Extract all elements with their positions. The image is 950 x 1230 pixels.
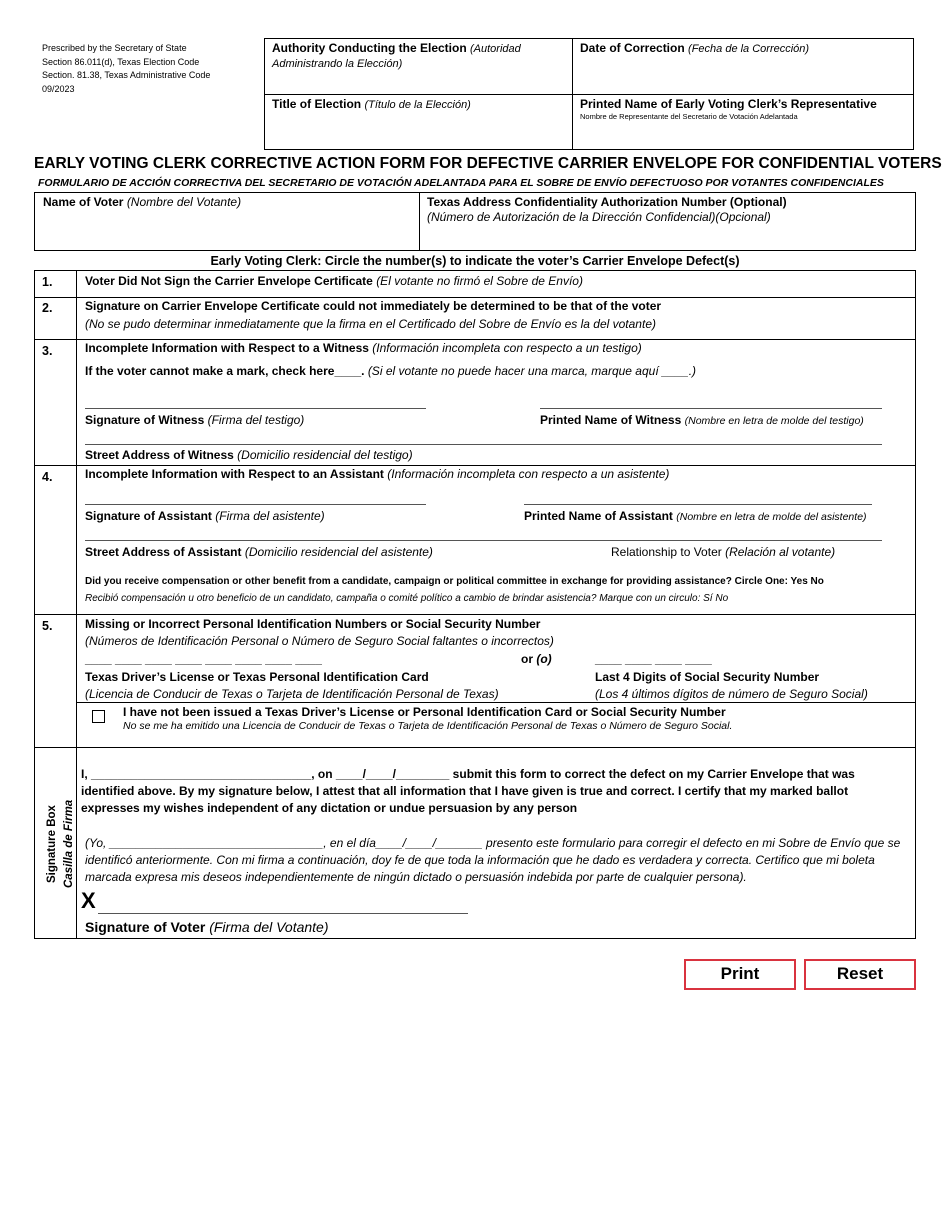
authority-field[interactable]	[272, 41, 567, 71]
voter-name-label: Name of Voter	[43, 195, 124, 209]
voter-signature-caption	[85, 919, 329, 936]
or-separator	[521, 652, 552, 667]
no-id-checkbox[interactable]	[92, 710, 105, 723]
defect-3-label: Incomplete Information with Respect to a Witness	[85, 341, 369, 355]
witness-printed-label: Printed Name of Witness	[540, 413, 682, 427]
title-label-es: (Título de la Elección)	[364, 99, 471, 111]
ssn-digit-blanks[interactable]: ____ ____ ____ ____	[595, 652, 712, 666]
defect-3-label-es: (Información incompleta con respecto a un testigo)	[372, 341, 642, 355]
prescribed-line: Section. 81.38, Texas Administrative Code	[42, 70, 211, 80]
voter-name-field[interactable]	[43, 195, 413, 210]
no-id-label-es: No se me ha emitido una Licencia de Conducir de Texas o Tarjeta de Identificación Personal de Texas o Número de Seguro Social.	[123, 720, 733, 732]
relationship-label-es: (Relación al votante)	[725, 545, 836, 559]
defect-1-text	[85, 274, 910, 289]
signature-box-side-label: Signature Box	[46, 805, 58, 883]
witness-printed-caption	[540, 413, 864, 428]
defect-4-label: Incomplete Information with Respect to an Assistant	[85, 467, 384, 481]
dl-label-es: (Licencia de Conducir de Texas o Tarjeta de Identificación Personal de Texas)	[85, 687, 499, 701]
prescribed-block	[42, 42, 257, 96]
assistant-address-caption	[85, 545, 433, 560]
voter-signature-line[interactable]	[98, 913, 468, 914]
print-button[interactable]: Print	[684, 959, 796, 990]
ssn-label-es: (Los 4 últimos dígitos de número de Seguro Social)	[595, 687, 868, 701]
compensation-question[interactable]: Did you receive compensation or other benefit from a candidate, campaign or political committee in exchange for providing assistance? Circle One: Yes No	[85, 576, 824, 587]
assistant-printed-label: Printed Name of Assistant	[524, 509, 673, 523]
witness-mark-label-es: (Si el votante no puede hacer una marca, marque aquí ____.)	[367, 364, 697, 378]
page-title: EARLY VOTING CLERK CORRECTIVE ACTION FORM FOR DEFECTIVE CARRIER ENVELOPE FOR CONFIDENTIAL VOTERS	[34, 155, 942, 172]
witness-signature-label: Signature of Witness	[85, 413, 205, 427]
witness-address-label-es: (Domicilio residencial del testigo)	[237, 448, 413, 462]
defect-number-2[interactable]: 2.	[42, 301, 53, 315]
voter-signature-label-es: (Firma del Votante)	[209, 919, 329, 935]
compensation-question-es[interactable]: Recibió compensación u otro beneficio de un candidato, campaña o comité político a cambio de brindar asistencia? Marque con un circulo: Sí No	[85, 593, 729, 604]
assistant-printed-name-line[interactable]	[524, 504, 872, 505]
date-label: Date of Correction	[580, 41, 685, 55]
row-divider	[34, 339, 916, 340]
witness-mark-checkline[interactable]	[85, 364, 910, 379]
page-title-es: FORMULARIO DE ACCIÓN CORRECTIVA DEL SECRETARIO DE VOTACIÓN ADELANTADA PARA EL SOBRE DE ENVÍO DEFECTUOSO POR VOTANTES CONFIDENCIALES	[38, 177, 884, 189]
defect-5-text	[85, 617, 910, 649]
signature-x-mark: X	[81, 888, 96, 913]
row-divider	[34, 747, 916, 748]
ssn-caption	[595, 670, 910, 702]
witness-mark-label: If the voter cannot make a mark, check here____.	[85, 364, 365, 378]
assistant-signature-label: Signature of Assistant	[85, 509, 212, 523]
assistant-signature-line[interactable]	[85, 504, 426, 505]
or-label-es: (o)	[536, 652, 552, 666]
ssn-label: Last 4 Digits of Social Security Number	[595, 670, 820, 684]
witness-signature-caption	[85, 413, 304, 428]
title-label: Title of Election	[272, 97, 362, 111]
tac-label-es: (Número de Autorización de la Dirección Confidencial)(Opcional)	[427, 210, 771, 224]
witness-printed-name-line[interactable]	[540, 408, 882, 409]
clerk-label: Printed Name of Early Voting Clerk’s Representative	[580, 97, 877, 111]
defect-1-label: Voter Did Not Sign the Carrier Envelope Certificate	[85, 274, 373, 288]
voter-attestation-es[interactable]: (Yo, ________________________________, en el día____/____/_______ presento este formulario para corregir el defecto en mi Sobre de Envío que se identificó anteriormente. Con mi firma a continuación, doy fe de que toda la información que he dado es verdadera y correcta. Certifico que mi boleta marcada expresa mis deseos independientemente de ningún dictado o persuasión indebida por parte de cualquier persona).	[85, 836, 901, 884]
clerk-representative-field[interactable]	[580, 97, 912, 122]
witness-signature-label-es: (Firma del testigo)	[207, 413, 305, 427]
defect-2-label-es: (No se pudo determinar inmediatamente que la firma en el Certificado del Sobre de Envío es la del votante)	[85, 317, 656, 331]
row-divider	[34, 465, 916, 466]
clerk-instruction: Early Voting Clerk: Circle the number(s) to indicate the voter’s Carrier Envelope Defect(s)	[210, 254, 740, 268]
header-divider	[264, 94, 914, 95]
defect-5-label-es: (Números de Identificación Personal o Número de Seguro Social faltantes o incorrectos)	[85, 634, 554, 648]
witness-address-label: Street Address of Witness	[85, 448, 234, 462]
authority-label-es: (Autoridad Administrando la Elección)	[272, 43, 521, 70]
assistant-address-label: Street Address of Assistant	[85, 545, 242, 559]
relationship-label: Relationship to Voter	[611, 545, 722, 559]
witness-address-line[interactable]	[85, 444, 882, 445]
voter-divider	[419, 192, 420, 251]
tac-number-field[interactable]	[427, 195, 912, 225]
assistant-printed-label-es: (Nombre en letra de molde del asistente)	[676, 511, 867, 523]
assistant-address-label-es: (Domicilio residencial del asistente)	[244, 545, 433, 559]
voter-signature-label: Signature of Voter	[85, 919, 206, 935]
clerk-label-es: Nombre de Representante del Secretario de Votación Adelantada	[580, 112, 798, 121]
defect-5-label: Missing or Incorrect Personal Identification Numbers or Social Security Number	[85, 617, 541, 631]
defect-number-3[interactable]: 3.	[42, 344, 53, 358]
row-divider	[76, 702, 916, 703]
authority-label: Authority Conducting the Election	[272, 41, 467, 55]
row-divider	[34, 297, 916, 298]
defect-4-text	[85, 467, 910, 482]
date-label-es: (Fecha de la Corrección)	[688, 43, 810, 55]
dl-caption	[85, 670, 525, 702]
row-divider	[34, 614, 916, 615]
prescribed-line: Prescribed by the Secretary of State	[42, 43, 187, 53]
dl-number-blanks[interactable]: ____ ____ ____ ____ ____ ____ ____ ____	[85, 652, 322, 666]
voter-attestation[interactable]: I, _________________________________, on ____/____/________ submit this form to correct the defect on my Carrier Envelope that was identified above. By my signature below, I attest that all information that I have given is true and correct. I certify that my marked ballot expresses my wishes independent of any dictation or undue persuasion by any person	[81, 767, 855, 815]
defect-2-label: Signature on Carrier Envelope Certificate could not immediately be determined to be that of the voter	[85, 299, 662, 313]
witness-address-caption	[85, 448, 413, 463]
assistant-signature-caption	[85, 509, 325, 524]
dl-label: Texas Driver’s License or Texas Personal Identification Card	[85, 670, 429, 684]
witness-printed-label-es: (Nombre en letra de molde del testigo)	[684, 415, 864, 427]
defect-3-text	[85, 341, 910, 356]
prescribed-line: 09/2023	[42, 83, 75, 94]
defect-number-4[interactable]: 4.	[42, 470, 53, 484]
date-of-correction-field[interactable]	[580, 41, 910, 56]
title-of-election-field[interactable]	[272, 97, 567, 112]
defect-1-label-es: (El votante no firmó el Sobre de Envío)	[376, 274, 583, 288]
or-label: or	[521, 652, 533, 666]
defect-number-5[interactable]: 5.	[42, 619, 53, 633]
number-column-divider	[76, 270, 77, 939]
no-id-statement	[123, 705, 913, 733]
defect-4-label-es: (Información incompleta con respecto a un asistente)	[387, 467, 670, 481]
assistant-printed-caption	[524, 509, 867, 525]
tac-label: Texas Address Confidentiality Authorization Number (Optional)	[427, 195, 787, 209]
witness-signature-line[interactable]	[85, 408, 426, 409]
relationship-caption[interactable]	[611, 545, 835, 560]
assistant-signature-label-es: (Firma del asistente)	[215, 509, 325, 523]
prescribed-line: Section 86.011(d), Texas Election Code	[42, 56, 200, 67]
signature-box-side-label-es: Casilla de Firma	[63, 799, 75, 888]
assistant-address-line[interactable]	[85, 540, 882, 541]
no-id-label: I have not been issued a Texas Driver’s License or Personal Identification Card or Social Security Number	[123, 705, 726, 719]
reset-button[interactable]: Reset	[804, 959, 916, 990]
defect-2-text	[85, 299, 910, 332]
defect-number-1[interactable]: 1.	[42, 275, 53, 289]
voter-name-label-es: (Nombre del Votante)	[126, 195, 242, 209]
